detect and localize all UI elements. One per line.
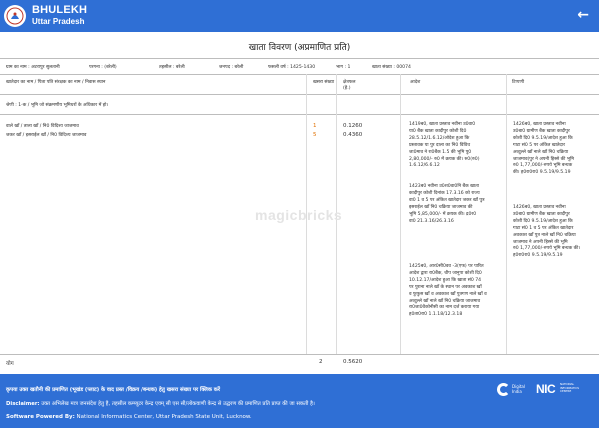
pargana: परगना : (बरेली) [89,65,117,70]
app-footer [0,374,599,428]
software-label: Software Powered By: [6,414,75,420]
order-entry: 1423ब0 नवीना उ0श0वा0नि बैंक खाता कादीपुर कोशी दिनांक 17.3.16 को राज्य वा0 1 व 5 पर अंकित खातेदार जकर खाँ पुत्र इसराईल खाँ नि0 चक्रिया जाजमाव की भूमि 5,85,000/- में क्रयक की। द्र0र0 वा0 21.3.16/26.3.16 [409,184,485,224]
brand-title: BHULEKH [32,4,88,16]
fasli-year: फसली वर्ष : 1425-1430 [268,65,316,70]
khata-number: खाता संख्या : 00074 [372,65,411,70]
disclaimer [6,399,315,407]
village-name: ग्राम का नाम : अटरापुर सुलतानी [6,65,60,70]
area-value: 0.1260 [343,123,363,129]
divider [0,114,599,115]
back-arrow-icon[interactable]: ← [577,7,589,23]
total-khasra: 2 [319,359,323,365]
nic-logo-subtitle: NATIONAL INFORMATICS CENTRE [560,382,580,394]
owner-list [6,122,86,140]
col-header-order: आदेश [410,80,421,85]
district: जनपद : बरेली [219,65,244,70]
watermark: magicbricks [255,207,343,223]
divider [0,58,599,59]
khasra-link[interactable]: 1 [313,123,317,129]
nic-logo-icon: NIC [536,382,556,396]
divider [0,74,599,75]
order-entry: 1419ब0, खाता प्रस्ताव नवीना उ0वा0 या0 बैंक खाता कादीपुर कोशी दि0 28.5.12/1.6.12/ओदेश हुआ कि प्रस्तावक या पुर दाला का नि0 विविध जा0माव ने रा0बैंक 1.5 की भूमि पु0 2,80,000/- रु0 में क्रयक की। रु0(रु0) 1.6.12/6.6.12 [409,122,480,169]
brand [32,5,87,27]
total-label: योग [6,361,14,367]
divider [0,354,599,355]
brand-subtitle: Uttar Pradesh [32,17,85,26]
digital-india-label: Digital India [512,384,525,394]
khasra-link[interactable]: 5 [313,132,317,138]
software-text: National Informatics Center, Uttar Pradesh State Unit, Lucknow. [74,414,252,420]
software-credit [6,414,252,420]
col-divider [400,74,401,354]
divider [0,94,599,95]
area-value: 0.4360 [343,132,363,138]
col-divider [506,74,507,354]
disclaimer-text: उक्त अभिलेख मात्र जनसंदेश हेतु है, तहसील कम्प्यूटर केन्द्र एवम् सी एस सी/लोकवाणी केन्द्र से उद्धरण की प्रमाणित प्रति प्राप्त की जा सकती है। [41,401,315,407]
col-header-area: क्षेत्रफल (है.) [343,80,356,91]
digital-india-logo-icon [497,382,527,404]
col-header-owner: खातेदार का नाम / पिता पति संरक्षक का नाम / निवास स्थान [6,80,106,85]
up-emblem-logo-icon [4,5,26,27]
tehsil: तहसील : बरेली [159,65,185,70]
owner-name: जकर खाँ / इसराईल खाँ / नि0 विदिश्य जाजमाव [6,133,87,138]
app-header [0,0,599,32]
bhag: भाग : 1 [336,65,351,70]
footer-notice: कृपया उक्त खतौनी की प्रमाणित (भूखंड (प्लाट) के वाद प्रस्त /विक्रय /बन्धक) हेतु खसरा संख्या पर क्लिक करें [6,387,220,393]
disclaimer-label: Disclaimer: [6,401,40,407]
order-entry: 1425ब0, आर0सी0वव -3(एफ) पर पारित आदेश द्वारा रा0बैंक, चीप जानुपा कोशी दि0 10.12.17/आदेश हुआ कि खाता सं0 74 पर पुराना नाले खाँ के स्थान पर अवकाश खाँ व फुफुस खाँ व अवकाश खाँ पुत्रगण नाले खाँ व अव्वुल्ले खाँ नाले खाँ नि0 चक्रिया जाजमाव रा0जा0वैकोनीसी का नाम दर्ज कराया गया ह0ता0रा0 1.1.18/12.3.18 [409,264,487,318]
remark-entry: 1426ब0, खाता प्रस्ताव नवीना उ0बा0 ग्रामीण बैंक खाता कादीपुर कोशी दि0 9.5.19/आदेश हुआ कि गाटा सं0 5 पर अंकित खातेदार अव्वुल्ले खाँ नाले खाँ नि0 चक्रिया जाजमाव(पुर ने अपनी हिस्से की भूमि रु0 1,77,000/-रुपये भूमि बन्धक की। ह0रा0रा0 9.5.19/9.5.19 [513,122,574,176]
khasra-list [313,122,317,140]
owner-name: वाले खाँ / ताला खाँ / नि0 विदिश्य जाजमाव [6,124,79,129]
col-header-khasra: खसरा संख्या [313,80,335,85]
page-title: खाता विवरण (अप्रमाणित प्रति) [248,43,351,53]
remark-entry: 1426ब0, खाता प्रस्ताव नवीना उ0बा0 ग्रामीण बैंक खाता कादीपुर कोशी दि0 9.5.19/आदेश हुआ कि गाटा सं0 1 व 5 पर अंकित खातेदार अवकाश खाँ पुत्र नाले खाँ नि0 चक्रिया जाजमाव ने अपनी हिस्से की भूमि रु0 1,77,000/-रुपये भूमि बन्धक की। ह0रा0रा0 9.5.19/9.5.19 [513,205,581,259]
area-list [343,122,362,140]
khata-document [0,32,599,374]
col-header-remarks: टिप्पणी [512,80,525,85]
category-note: श्रेणी : 1-क / भूमि जो संक्रमणीय भूमिधरों के अधिकार में हो। [6,103,109,108]
total-area: 0.5620 [343,359,363,365]
